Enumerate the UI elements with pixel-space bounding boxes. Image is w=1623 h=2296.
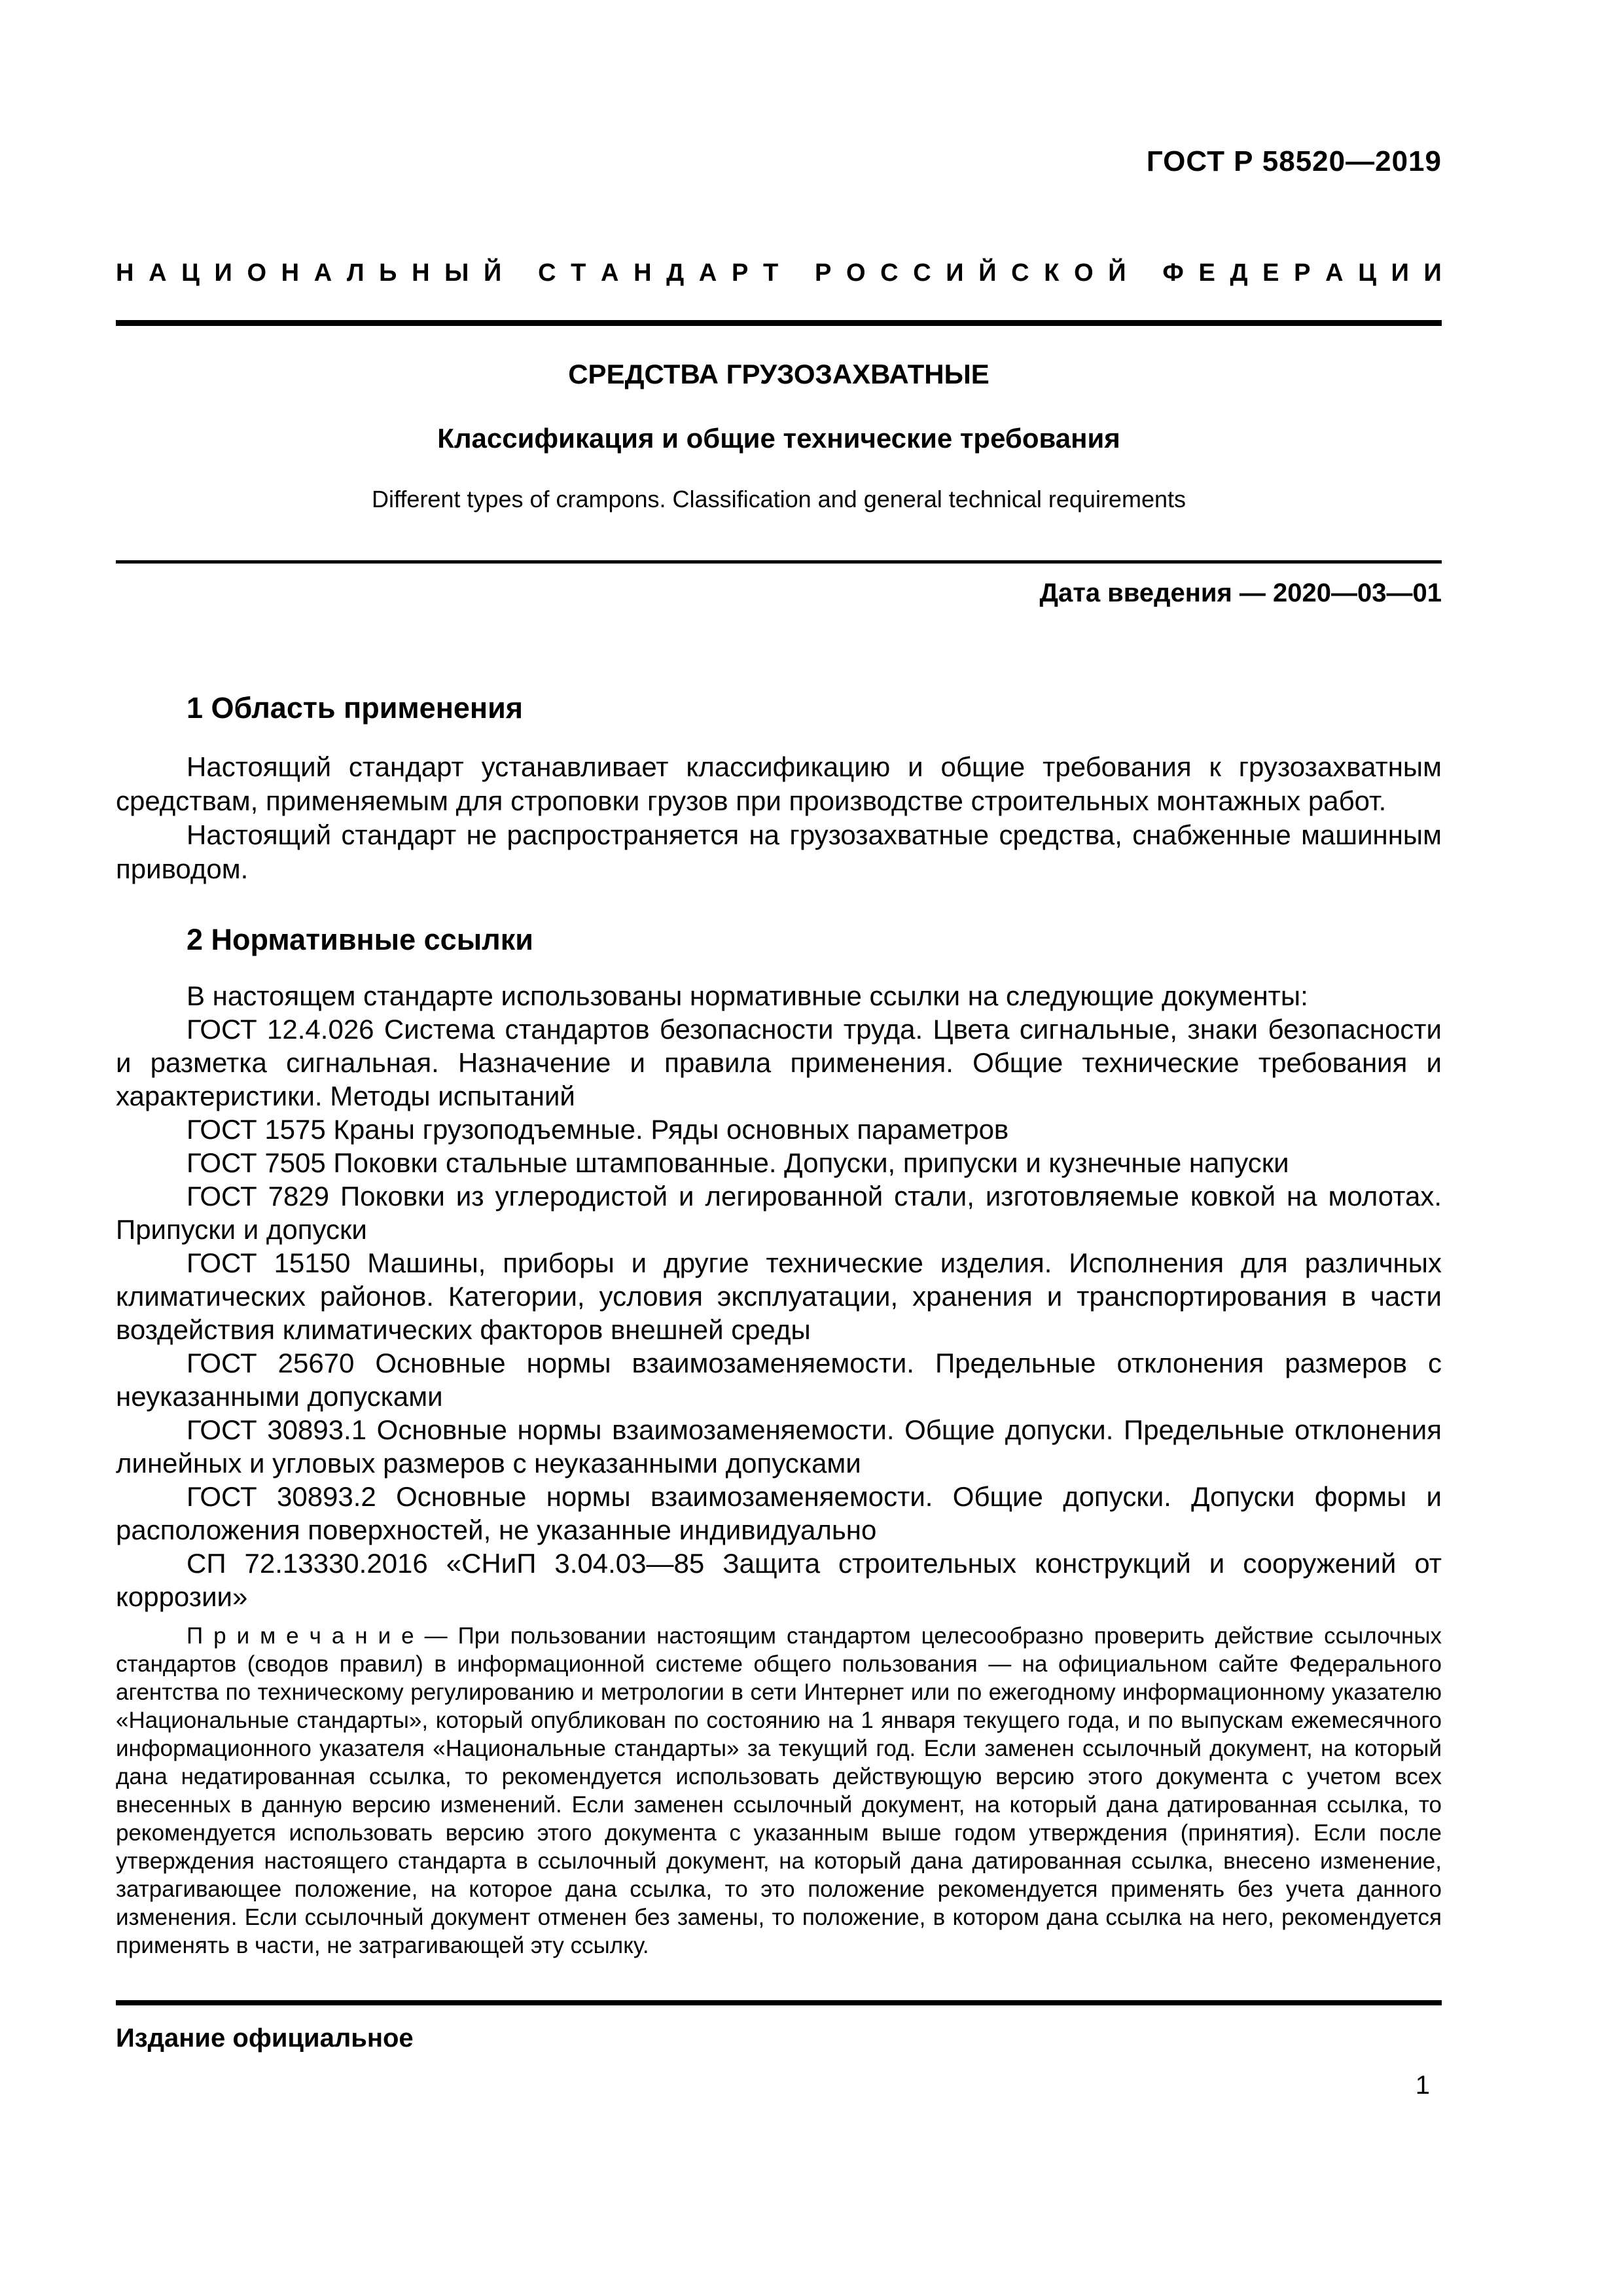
reference-item: СП 72.13330.2016 «СНиП 3.04.03—85 Защита строительных конструкций и сооружений от коррозии» — [116, 1548, 1442, 1612]
doc-number: ГОСТ Р 58520—2019 — [1146, 145, 1442, 177]
paragraph: Настоящий стандарт устанавливает классификацию и общие требования к грузозахватным средствам, применяемым для строповки грузов при производстве строительных монтажных работ. — [116, 751, 1442, 816]
standard-type-heading: Н А Ц И О Н А Л Ь Н Ы Й С Т А Н Д А Р Т Р О С С И Й С К О Й Ф Е Д Е Р А Ц И И — [116, 259, 1442, 287]
reference-item: ГОСТ 25670 Основные нормы взаимозаменяемости. Предельные отклонения размеров с неуказанными допусками — [116, 1348, 1442, 1412]
reference-item: ГОСТ 12.4.026 Система стандартов безопасности труда. Цвета сигнальные, знаки безопасности и разметка сигнальная. Назначение и правила применения. Общие технические требования и характеристики. Методы испытаний — [116, 1014, 1442, 1111]
page-number: 1 — [1415, 2071, 1430, 2100]
paragraph: В настоящем стандарте использованы нормативные ссылки на следующие документы: — [187, 980, 1308, 1011]
official-edition-label: Издание официальное — [116, 2024, 414, 2053]
section-1-heading: 1 Область применения — [187, 691, 524, 725]
date-rule — [116, 560, 1442, 564]
title-en: Different types of crampons. Classification and general technical requirements — [372, 486, 1186, 512]
title-ru-main: СРЕДСТВА ГРУЗОЗАХВАТНЫЕ — [568, 359, 990, 389]
footer-rule — [116, 2000, 1442, 2005]
reference-item: ГОСТ 30893.1 Основные нормы взаимозаменяемости. Общие допуски. Предельные отклонения линейных и угловых размеров с неуказанными допусками — [116, 1414, 1442, 1479]
section-1-body — [116, 750, 1442, 886]
reference-item: ГОСТ 30893.2 Основные нормы взаимозаменяемости. Общие допуски. Допуски формы и расположения поверхностей, не указанные индивидуально — [116, 1481, 1442, 1545]
reference-item: ГОСТ 7505 Поковки стальные штампованные. Допуски, припуски и кузнечные напуски — [187, 1147, 1289, 1178]
paragraph: Настоящий стандарт не распространяется на грузозахватные средства, снабженные машинным приводом. — [116, 819, 1442, 884]
title-ru-sub: Классификация и общие технические требования — [437, 423, 1120, 454]
effective-date: Дата введения — 2020—03—01 — [1039, 579, 1442, 607]
note-paragraph: П р и м е ч а н и е — При пользовании настоящим стандартом целесообразно проверить действие ссылочных стандартов (сводов правил) в информационной системе общего пользования — на официальном сайте Федерального агентства по техническому регулированию и метрологии в сети Интернет или по ежегодному информационному указателю «Национальные стандарты», который опубликован по состоянию на 1 января текущего года, и по выпускам ежемесячного информационного указателя «Национальные стандарты» за текущий год. Если заменен ссылочный документ, на который дана недатированная ссылка, то рекомендуется использовать действующую версию этого документа с учетом всех внесенных в данную версию изменений. Если заменен ссылочный документ, на который дана датированная ссылка, то рекомендуется использовать версию этого документа с указанным выше годом утверждения (принятия). Если после утверждения настоящего стандарта в ссылочный документ, на который дана датированная ссылка, внесено изменение, затрагивающее положение, на которое дана ссылка, то это положение рекомендуется применять без учета данного изменения. Если ссылочный документ отменен без замены, то положение, в котором дана ссылка на него, рекомендуется применять в части, не затрагивающей эту ссылку. — [116, 1623, 1442, 1958]
header-rule — [116, 320, 1442, 326]
reference-item: ГОСТ 7829 Поковки из углеродистой и легированной стали, изготовляемые ковкой на молотах. Припуски и допуски — [116, 1181, 1442, 1245]
section-2-heading: 2 Нормативные ссылки — [187, 923, 533, 956]
reference-item: ГОСТ 15150 Машины, приборы и другие технические изделия. Исполнения для различных климатических районов. Категории, условия эксплуатации, хранения и транспортирования в части воздействия климатических факторов внешней среды — [116, 1247, 1442, 1345]
section-2-body — [116, 979, 1442, 1613]
reference-item: ГОСТ 1575 Краны грузоподъемные. Ряды основных параметров — [187, 1114, 1009, 1145]
